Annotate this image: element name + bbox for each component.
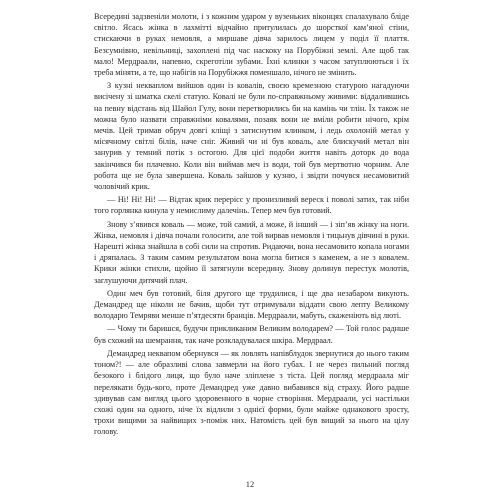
paragraph: З кузні некваплом вийшов один із ковалів, своєю кремезною статурою нагадуючи висічену зі шматка скелі статую. Ковалі не були по-справжньому живими: віддалившись на певну відстань від Шайол Гулу, вони перетворились би на камінь чи тлін. Їх також не можна було назвати справжніми ковалями, позаяк вони не вміли робити нічого, крім мечів. Цей тримав обруч довгі кліщі з затиснутим клинком, і ледь охолоній метал у місячному світлі білів, наче сніг. Живий чи ні був коваль, але блискучий метал він занурив у темний потік з остогою. Для цієї подоби життя навіть доторк до вода закінчився би плачевно. Коли він виймав меч із води, той був мертвотно чорним. Але робота ще не була завершена. Коваль зайшов у кузню, і звідти почувся несамовитий чоловічий крик. xyxy=(94,81,409,192)
paragraph: — Ні! Ні! Ні! — Відтак крик перерісс у пронизливий вереск і поволі затих, так ніби того горлянка кинула у немислиму далечінь. Тепер меч був готовий. xyxy=(94,195,409,216)
paragraph: Один меч був готовий, біля другого ще трудилися, і ще два незабаром викують. Демандред ще ніколи не бачив, щоби тут отримували віддати свою лепту Великому володарю Темряви менше п’ятдесяти бранців. Мердраали, мабуть, скаженіють від люті. xyxy=(94,288,409,321)
paragraph: — Чому ти баришся, будучи прикликаним Великим володарем? — Той голос раднше був схожий на шемрання, так наче розкладувалася шкіра. Мердраал. xyxy=(94,324,409,345)
page-number: 12 xyxy=(245,479,255,489)
paragraph: Знову з’явився коваль — може, той самий, а може, й інший — і зіп’яв жінку на ноги. Жінка, немовля і дівча почали голосити, але той вирвав немовля і тицьнув дівчині в руки. Нарешті жінка знайшла в собі сили на спротив. Ридаючи, вона несамовито копала ногами і дряпалась. З таким самим результатом вона могла битися з каменем, а не з ковалем. Крики жінки стихли, щойно її затягнули всередину. Знову долинув перестук молотів, заглушуючи дитячий плач. xyxy=(94,219,409,285)
text-column xyxy=(94,11,409,440)
paragraph: Демандред неквапом обернувся — як ловлять напівблудок звернутися до нього таким тоном?! — але образливі слова завмерли на його губах. І не через пильний погляд безокого і блідого лиця, що було наче зліплене з тіста. Цей погляд мердраала міг перелякати будь-кого, проте Демандред уже давно вибавився від страху. Його радше здивував сам вигляд цього здоровенного в чорне створіння. Мердраали, усі настільки схожі один на одного, ніче їх відлили з однієї форми, були майже однакового зросту, трохи вищими за найвищих з-поміж них. Натомість цей був вищий за нього на цілу голову. xyxy=(94,348,409,437)
paragraph: Всередині задзвеніли молоти, і з кожним ударом у вузеньких віконцях спалахувало бліде світло. Ясась жінка в лахмітті відчайно притулилась до шорсткої кам’яної стіни, стискаючи в руках немовля, а миршаве дівча зарилось лицем у поділ її плаття. Безсумнівно, невільниці, захоплені під час наскоку на Порубіжні землі. Але щоб так мало! Мердраали, напевно, скреготіли зубами. Їхні клинки з часом затуплюються і їх треба міняти, а те, що набігів на Порубіжжя поменшало, нічого не змінить. xyxy=(94,12,409,78)
